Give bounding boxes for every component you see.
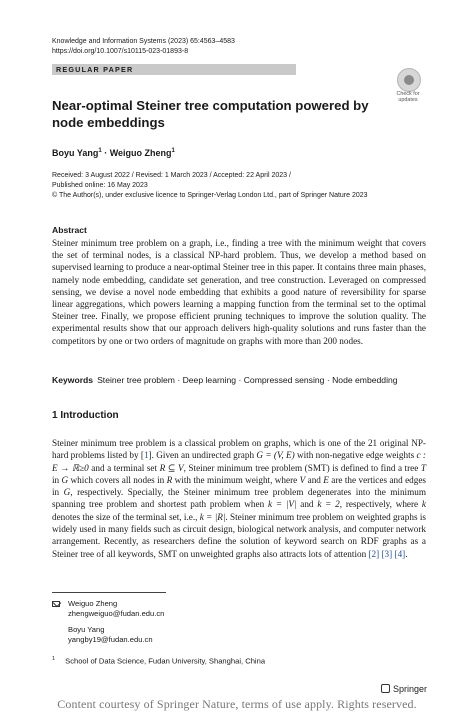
contact-name: Boyu Yang — [68, 625, 105, 634]
math-inline: k = |V| — [267, 499, 297, 510]
keywords-label: Keywords — [52, 375, 94, 385]
article-type-bar — [52, 64, 296, 75]
affiliation-marker: 1 — [171, 148, 175, 154]
publisher-name: Springer — [393, 684, 428, 694]
courtesy-notice: Content courtesy of Springer Nature, terms of use apply. Rights reserved. — [57, 697, 417, 711]
envelope-icon — [52, 601, 60, 607]
springer-logo — [381, 684, 427, 694]
check-for-updates-badge[interactable] — [391, 68, 425, 102]
crossmark-icon — [397, 68, 421, 92]
publication-dates — [52, 171, 368, 201]
author-separator: · — [101, 148, 110, 158]
contact-email[interactable]: zhengweiguo@fudan.edu.cn — [68, 609, 165, 618]
citation-link[interactable]: [2] — [368, 548, 380, 559]
math-inline: c : E → ℝ≥0 — [52, 450, 426, 473]
introduction-paragraph: Steiner minimum tree problem is a classical problem on graphs, which is one of the 21 original NP-hard problems listed by [1]. Given an undirected graph G = (V, E) with non-negative edge weights c : E → ℝ≥0 and a terminal set R ⊆ V, Steiner minimum tree problem (SMT) is defined to find a tree T in G which covers all nodes in R with the minimum weight, where V and E are the vertices and edges in G, respectively. Specially, the Steiner minimum tree problem degenerates into the minimum spanning tree problem and shortest path problem when k = |V| and k = 2, respectively, where k denotes the size of the terminal set, i.e., k = |R|. Steiner minimum tree problem on weighted graphs is widely used in many fields such as circuit design, biological network analysis, and computer network arrangement. Recently, as researchers define the solution of keyword search on RDF graphs as a Steiner tree of all keywords, SMT on unweighted graphs also attracts lots of attention [2] [3] [4]. — [52, 438, 426, 559]
citation-link[interactable]: [3] — [381, 548, 393, 559]
affiliation-marker: 1 — [98, 148, 102, 154]
journal-citation: Knowledge and Information Systems (2023) 65:4563–4583 — [52, 38, 235, 45]
citation-link[interactable]: [4] — [394, 548, 406, 559]
abstract-heading: Abstract — [52, 225, 87, 235]
springer-horse-icon — [381, 684, 390, 693]
affiliation-footnote — [52, 656, 265, 666]
math-inline: G — [63, 487, 71, 498]
badge-text: Check for updates — [396, 91, 420, 103]
math-inline: G = (V, E) — [256, 450, 295, 461]
journal-header — [52, 37, 235, 57]
footnote-divider — [52, 592, 166, 593]
author-name[interactable]: Boyu Yang — [52, 148, 99, 158]
math-inline: k = 2 — [317, 499, 340, 510]
dates-line: Published online: 16 May 2023 — [52, 182, 148, 189]
section-heading: 1 Introduction — [52, 410, 119, 421]
math-inline: G — [61, 474, 69, 485]
doi-link[interactable]: https://doi.org/10.1007/s10115-023-01893-8 — [52, 48, 189, 55]
affiliation-marker: 1 — [52, 656, 56, 662]
citation-link[interactable]: 1 — [143, 450, 149, 461]
math-inline: R — [166, 474, 173, 485]
keywords-section — [52, 375, 432, 385]
keywords-list: Steiner tree problem · Deep learning · Compressed sensing · Node embedding — [97, 375, 398, 385]
article-type-label: REGULAR PAPER — [56, 65, 134, 74]
author-list — [52, 148, 175, 158]
math-inline: k — [421, 499, 426, 510]
math-inline: k = |R| — [199, 511, 226, 522]
math-inline: T — [420, 462, 426, 473]
contact-row — [52, 625, 164, 645]
contact-email[interactable]: yangby19@fudan.edu.cn — [68, 635, 153, 644]
contact-name: Weiguo Zheng — [68, 599, 118, 608]
author-name[interactable]: Weiguo Zheng — [109, 148, 172, 158]
corresponding-author-block — [52, 599, 164, 645]
math-inline: E — [323, 474, 329, 485]
math-inline: R ⊆ V — [159, 462, 184, 473]
paper-title: Near-optimal Steiner tree computation powered by node embeddings — [52, 98, 369, 130]
affiliation-text: School of Data Science, Fudan University, Shanghai, China — [65, 656, 266, 666]
math-inline: V — [299, 474, 306, 485]
copyright-line: © The Author(s), under exclusive licence to Springer-Verlag London Ltd., part of Springer Nature 2023 — [52, 192, 368, 199]
contact-row — [52, 599, 164, 619]
abstract-text: Steiner minimum tree problem on a graph, i.e., finding a tree with the minimum weight that covers the set of terminal nodes, is a classical NP-hard problem. Thus, we develop a method based on supervised learning to produce a near-optimal Steiner tree in this paper. It contains three main phases, namely node embedding, candidate set generation, and tree construction. Leveraged on compressed sensing, we devise a novel node embedding that exhibits a good nature of reversibility for sparse linear aggregations, which powers learning a mapping function from the terminal set to the optimal Steiner tree. Finally, we propose efficient pruning techniques to improve the solution quality. The experimental results show that our approach delivers high-quality solutions and runs faster than the competitors by one or two orders of magnitude on graphs with more than 200 nodes. — [52, 238, 426, 346]
dates-line: Received: 3 August 2022 / Revised: 1 March 2023 / Accepted: 22 April 2023 / — [52, 172, 291, 179]
